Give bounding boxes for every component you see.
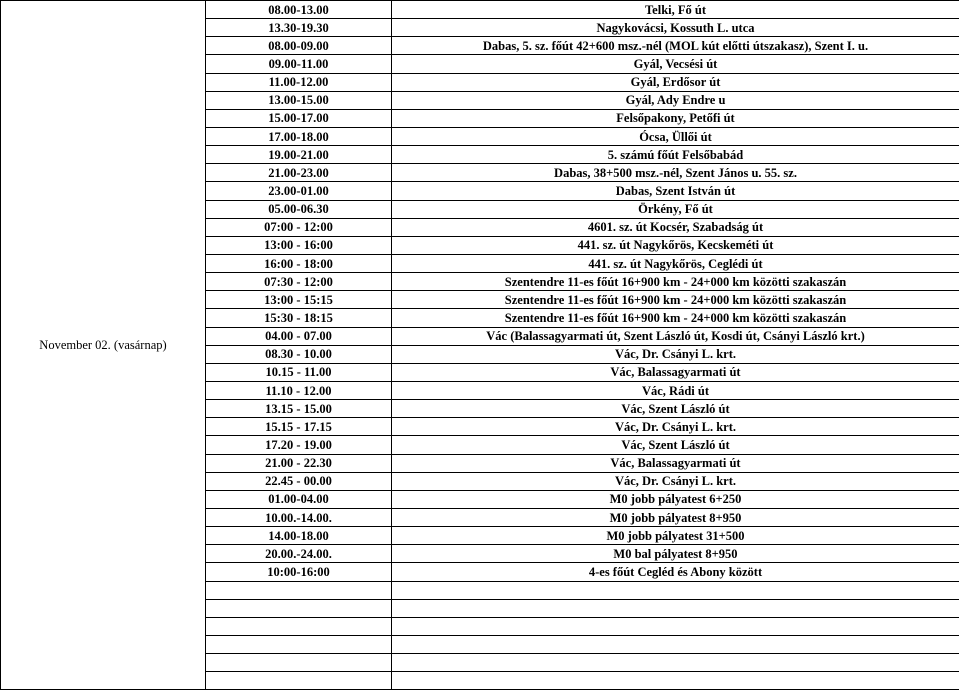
- location-cell: Szentendre 11-es főút 16+900 km - 24+000 km közötti szakaszán: [392, 273, 959, 291]
- location-cell: Nagykovácsi, Kossuth L. utca: [392, 19, 959, 37]
- location-cell: [392, 617, 959, 635]
- location-cell: 4-es főút Cegléd és Abony között: [392, 563, 959, 581]
- table-row: [1, 1, 959, 19]
- time-cell: 13.15 - 15.00: [206, 400, 392, 418]
- location-cell: Vác, Balassagyarmati út: [392, 363, 959, 381]
- time-cell: 21.00-23.00: [206, 164, 392, 182]
- location-cell: Telki, Fő út: [392, 1, 959, 19]
- time-cell: 15.15 - 17.15: [206, 418, 392, 436]
- location-cell: Ócsa, Üllői út: [392, 127, 959, 145]
- time-cell: 11.10 - 12.00: [206, 381, 392, 399]
- location-cell: Felsőpakony, Petőfi út: [392, 109, 959, 127]
- time-cell: [206, 617, 392, 635]
- time-cell: 13.30-19.30: [206, 19, 392, 37]
- location-cell: Örkény, Fő út: [392, 200, 959, 218]
- location-cell: M0 jobb pályatest 31+500: [392, 527, 959, 545]
- location-cell: 4601. sz. út Kocsér, Szabadság út: [392, 218, 959, 236]
- location-cell: 441. sz. út Nagykőrös, Kecskeméti út: [392, 236, 959, 254]
- time-cell: 22.45 - 00.00: [206, 472, 392, 490]
- location-cell: Gyál, Ady Endre u: [392, 91, 959, 109]
- location-cell: M0 jobb pályatest 8+950: [392, 508, 959, 526]
- location-cell: Szentendre 11-es főút 16+900 km - 24+000 km közötti szakaszán: [392, 291, 959, 309]
- time-cell: [206, 635, 392, 653]
- time-cell: 15:30 - 18:15: [206, 309, 392, 327]
- location-cell: [392, 654, 959, 672]
- time-cell: 10.15 - 11.00: [206, 363, 392, 381]
- location-cell: Gyál, Vecsési út: [392, 55, 959, 73]
- location-cell: Dabas, 38+500 msz.-nél, Szent János u. 55. sz.: [392, 164, 959, 182]
- time-cell: 14.00-18.00: [206, 527, 392, 545]
- time-cell: 01.00-04.00: [206, 490, 392, 508]
- location-cell: 441. sz. út Nagykőrös, Ceglédi út: [392, 254, 959, 272]
- location-cell: Dabas, Szent István út: [392, 182, 959, 200]
- time-cell: 10.00.-14.00.: [206, 508, 392, 526]
- time-cell: 20.00.-24.00.: [206, 545, 392, 563]
- time-cell: 11.00-12.00: [206, 73, 392, 91]
- location-cell: M0 jobb pályatest 6+250: [392, 490, 959, 508]
- location-cell: [392, 599, 959, 617]
- time-cell: [206, 599, 392, 617]
- location-cell: Vác, Dr. Csányi L. krt.: [392, 472, 959, 490]
- time-cell: 16:00 - 18:00: [206, 254, 392, 272]
- location-cell: M0 bal pályatest 8+950: [392, 545, 959, 563]
- location-cell: [392, 672, 959, 690]
- time-cell: 07:30 - 12:00: [206, 273, 392, 291]
- time-cell: 08.00-09.00: [206, 37, 392, 55]
- time-cell: 13:00 - 16:00: [206, 236, 392, 254]
- time-cell: 09.00-11.00: [206, 55, 392, 73]
- schedule-body: [1, 1, 959, 690]
- location-cell: Vác, Balassagyarmati út: [392, 454, 959, 472]
- time-cell: 04.00 - 07.00: [206, 327, 392, 345]
- location-cell: Dabas, 5. sz. főút 42+600 msz.-nél (MOL kút előtti útszakasz), Szent I. u.: [392, 37, 959, 55]
- location-cell: Vác, Rádi út: [392, 381, 959, 399]
- location-cell: Szentendre 11-es főút 16+900 km - 24+000 km közötti szakaszán: [392, 309, 959, 327]
- time-cell: 07:00 - 12:00: [206, 218, 392, 236]
- location-cell: Vác, Dr. Csányi L. krt.: [392, 418, 959, 436]
- location-cell: Vác (Balassagyarmati út, Szent László út, Kosdi út, Csányi László krt.): [392, 327, 959, 345]
- location-cell: Gyál, Erdősor út: [392, 73, 959, 91]
- time-cell: 21.00 - 22.30: [206, 454, 392, 472]
- time-cell: [206, 672, 392, 690]
- time-cell: 17.00-18.00: [206, 127, 392, 145]
- time-cell: 17.20 - 19.00: [206, 436, 392, 454]
- location-cell: Vác, Szent László út: [392, 400, 959, 418]
- location-cell: [392, 581, 959, 599]
- location-cell: 5. számú főút Felsőbabád: [392, 146, 959, 164]
- time-cell: 23.00-01.00: [206, 182, 392, 200]
- time-cell: 08.00-13.00: [206, 1, 392, 19]
- date-cell: November 02. (vasárnap): [1, 1, 206, 690]
- time-cell: 10:00-16:00: [206, 563, 392, 581]
- time-cell: 13:00 - 15:15: [206, 291, 392, 309]
- time-cell: 08.30 - 10.00: [206, 345, 392, 363]
- time-cell: 19.00-21.00: [206, 146, 392, 164]
- time-cell: 13.00-15.00: [206, 91, 392, 109]
- time-cell: 05.00-06.30: [206, 200, 392, 218]
- location-cell: [392, 635, 959, 653]
- location-cell: Vác, Szent László út: [392, 436, 959, 454]
- time-cell: [206, 654, 392, 672]
- time-cell: [206, 581, 392, 599]
- location-cell: Vác, Dr. Csányi L. krt.: [392, 345, 959, 363]
- time-cell: 15.00-17.00: [206, 109, 392, 127]
